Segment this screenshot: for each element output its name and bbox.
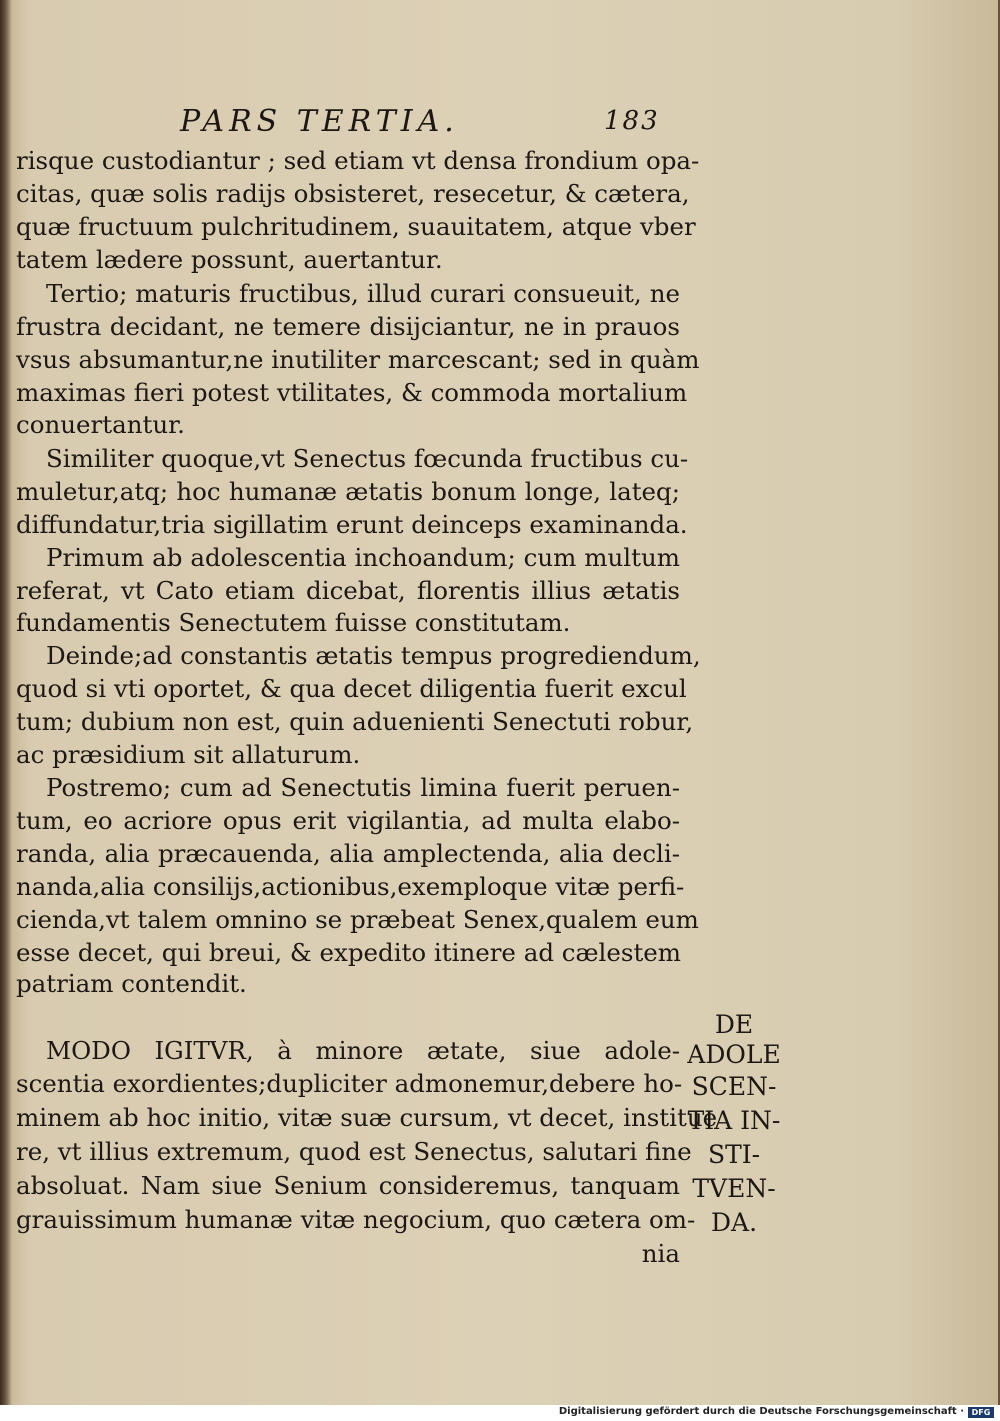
text-line: muletur,atq; hoc humanæ ætatis bonum longe, lateq; bbox=[16, 477, 680, 506]
marginal-note-line: STI- bbox=[707, 1140, 761, 1169]
text-line: tum; dubium non est, quin aduenienti Senectuti robur, bbox=[16, 707, 694, 736]
text-line: citas, quæ solis radijs obsisteret, resecetur, & cætera, bbox=[16, 179, 690, 208]
dfg-logo: DFG bbox=[968, 1407, 994, 1418]
marginal-note-line: TIA IN- bbox=[687, 1106, 781, 1135]
text-line: patriam contendit. bbox=[16, 969, 247, 998]
text-line: conuertantur. bbox=[16, 410, 185, 439]
text-line: Postremo; cum ad Senectutis limina fuerit peruen- bbox=[46, 773, 680, 802]
page-gutter-shadow bbox=[0, 0, 12, 1405]
text-line: quæ fructuum pulchritudinem, suauitatem, atque vber bbox=[16, 212, 696, 241]
text-line: tatem lædere possunt, auertantur. bbox=[16, 245, 443, 274]
text-line: Primum ab adolescentia inchoandum; cum multum bbox=[46, 543, 680, 572]
marginal-note-line: ADOLE bbox=[687, 1040, 781, 1069]
running-title: PARS TERTIA. bbox=[180, 104, 459, 139]
text-line: risque custodiantur ; sed etiam vt densa frondium opa- bbox=[16, 146, 700, 175]
text-line: fundamentis Senectutem fuisse constitutam. bbox=[16, 608, 571, 637]
text-line: cienda,vt talem omnino se præbeat Senex,qualem eum bbox=[16, 905, 699, 934]
text-line: Similiter quoque,vt Senectus fœcunda fructibus cu- bbox=[46, 444, 689, 473]
digitization-footer bbox=[0, 1405, 1000, 1421]
text-line: Deinde;ad constantis ætatis tempus progrediendum, bbox=[46, 641, 701, 670]
text-line: vsus absumantur,ne inutiliter marcescant; sed in quàm bbox=[16, 345, 700, 374]
page-number: 183 bbox=[604, 106, 660, 136]
text-line: Tertio; maturis fructibus, illud curari consueuit, ne bbox=[46, 279, 680, 308]
catchword: nia bbox=[641, 1239, 680, 1268]
text-line: absoluat. Nam siue Senium consideremus, tanquam bbox=[16, 1171, 680, 1200]
marginal-note-line: SCEN- bbox=[691, 1072, 777, 1101]
marginal-note-line: TVEN- bbox=[692, 1174, 776, 1203]
text-line: re, vt illius extremum, quod est Senectus, salutari fine bbox=[16, 1137, 692, 1166]
text-line: esse decet, qui breui, & expedito itinere ad cælestem bbox=[16, 938, 682, 967]
text-line: frustra decidant, ne temere disijciantur, ne in prauos bbox=[16, 312, 680, 341]
text-line: quod si vti oportet, & qua decet diligentia fuerit excul bbox=[16, 674, 687, 703]
text-line: tum, eo acriore opus erit vigilantia, ad multa elabo- bbox=[16, 806, 680, 835]
text-line: randa, alia præcauenda, alia amplectenda, alia decli- bbox=[16, 839, 680, 868]
text-line: maximas fieri potest vtilitates, & commoda mortalium bbox=[16, 378, 688, 407]
marginal-note-line: DE bbox=[714, 1010, 754, 1039]
running-head bbox=[0, 100, 1000, 144]
text-line: nanda,alia consilijs,actionibus,exemploque vitæ perfi- bbox=[16, 872, 685, 901]
text-line: referat, vt Cato etiam dicebat, florentis illius ætatis bbox=[16, 576, 680, 605]
text-line: scentia exordientes;dupliciter admonemur,debere ho- bbox=[16, 1069, 683, 1098]
text-line: ac præsidium sit allaturum. bbox=[16, 740, 361, 769]
text-line: minem ab hoc initio, vitæ suæ cursum, vt decet, institue bbox=[16, 1103, 718, 1132]
text-line: MODO IGITVR, à minore ætate, siue adole- bbox=[46, 1036, 680, 1065]
text-line: diffundatur,tria sigillatim erunt deinceps examinanda. bbox=[16, 510, 688, 539]
marginal-note-line: DA. bbox=[710, 1208, 758, 1237]
text-line: grauissimum humanæ vitæ negocium, quo cætera om- bbox=[16, 1205, 696, 1234]
footer-credit: Digitalisierung gefördert durch die Deutsche Forschungsgemeinschaft · bbox=[558, 1406, 964, 1417]
